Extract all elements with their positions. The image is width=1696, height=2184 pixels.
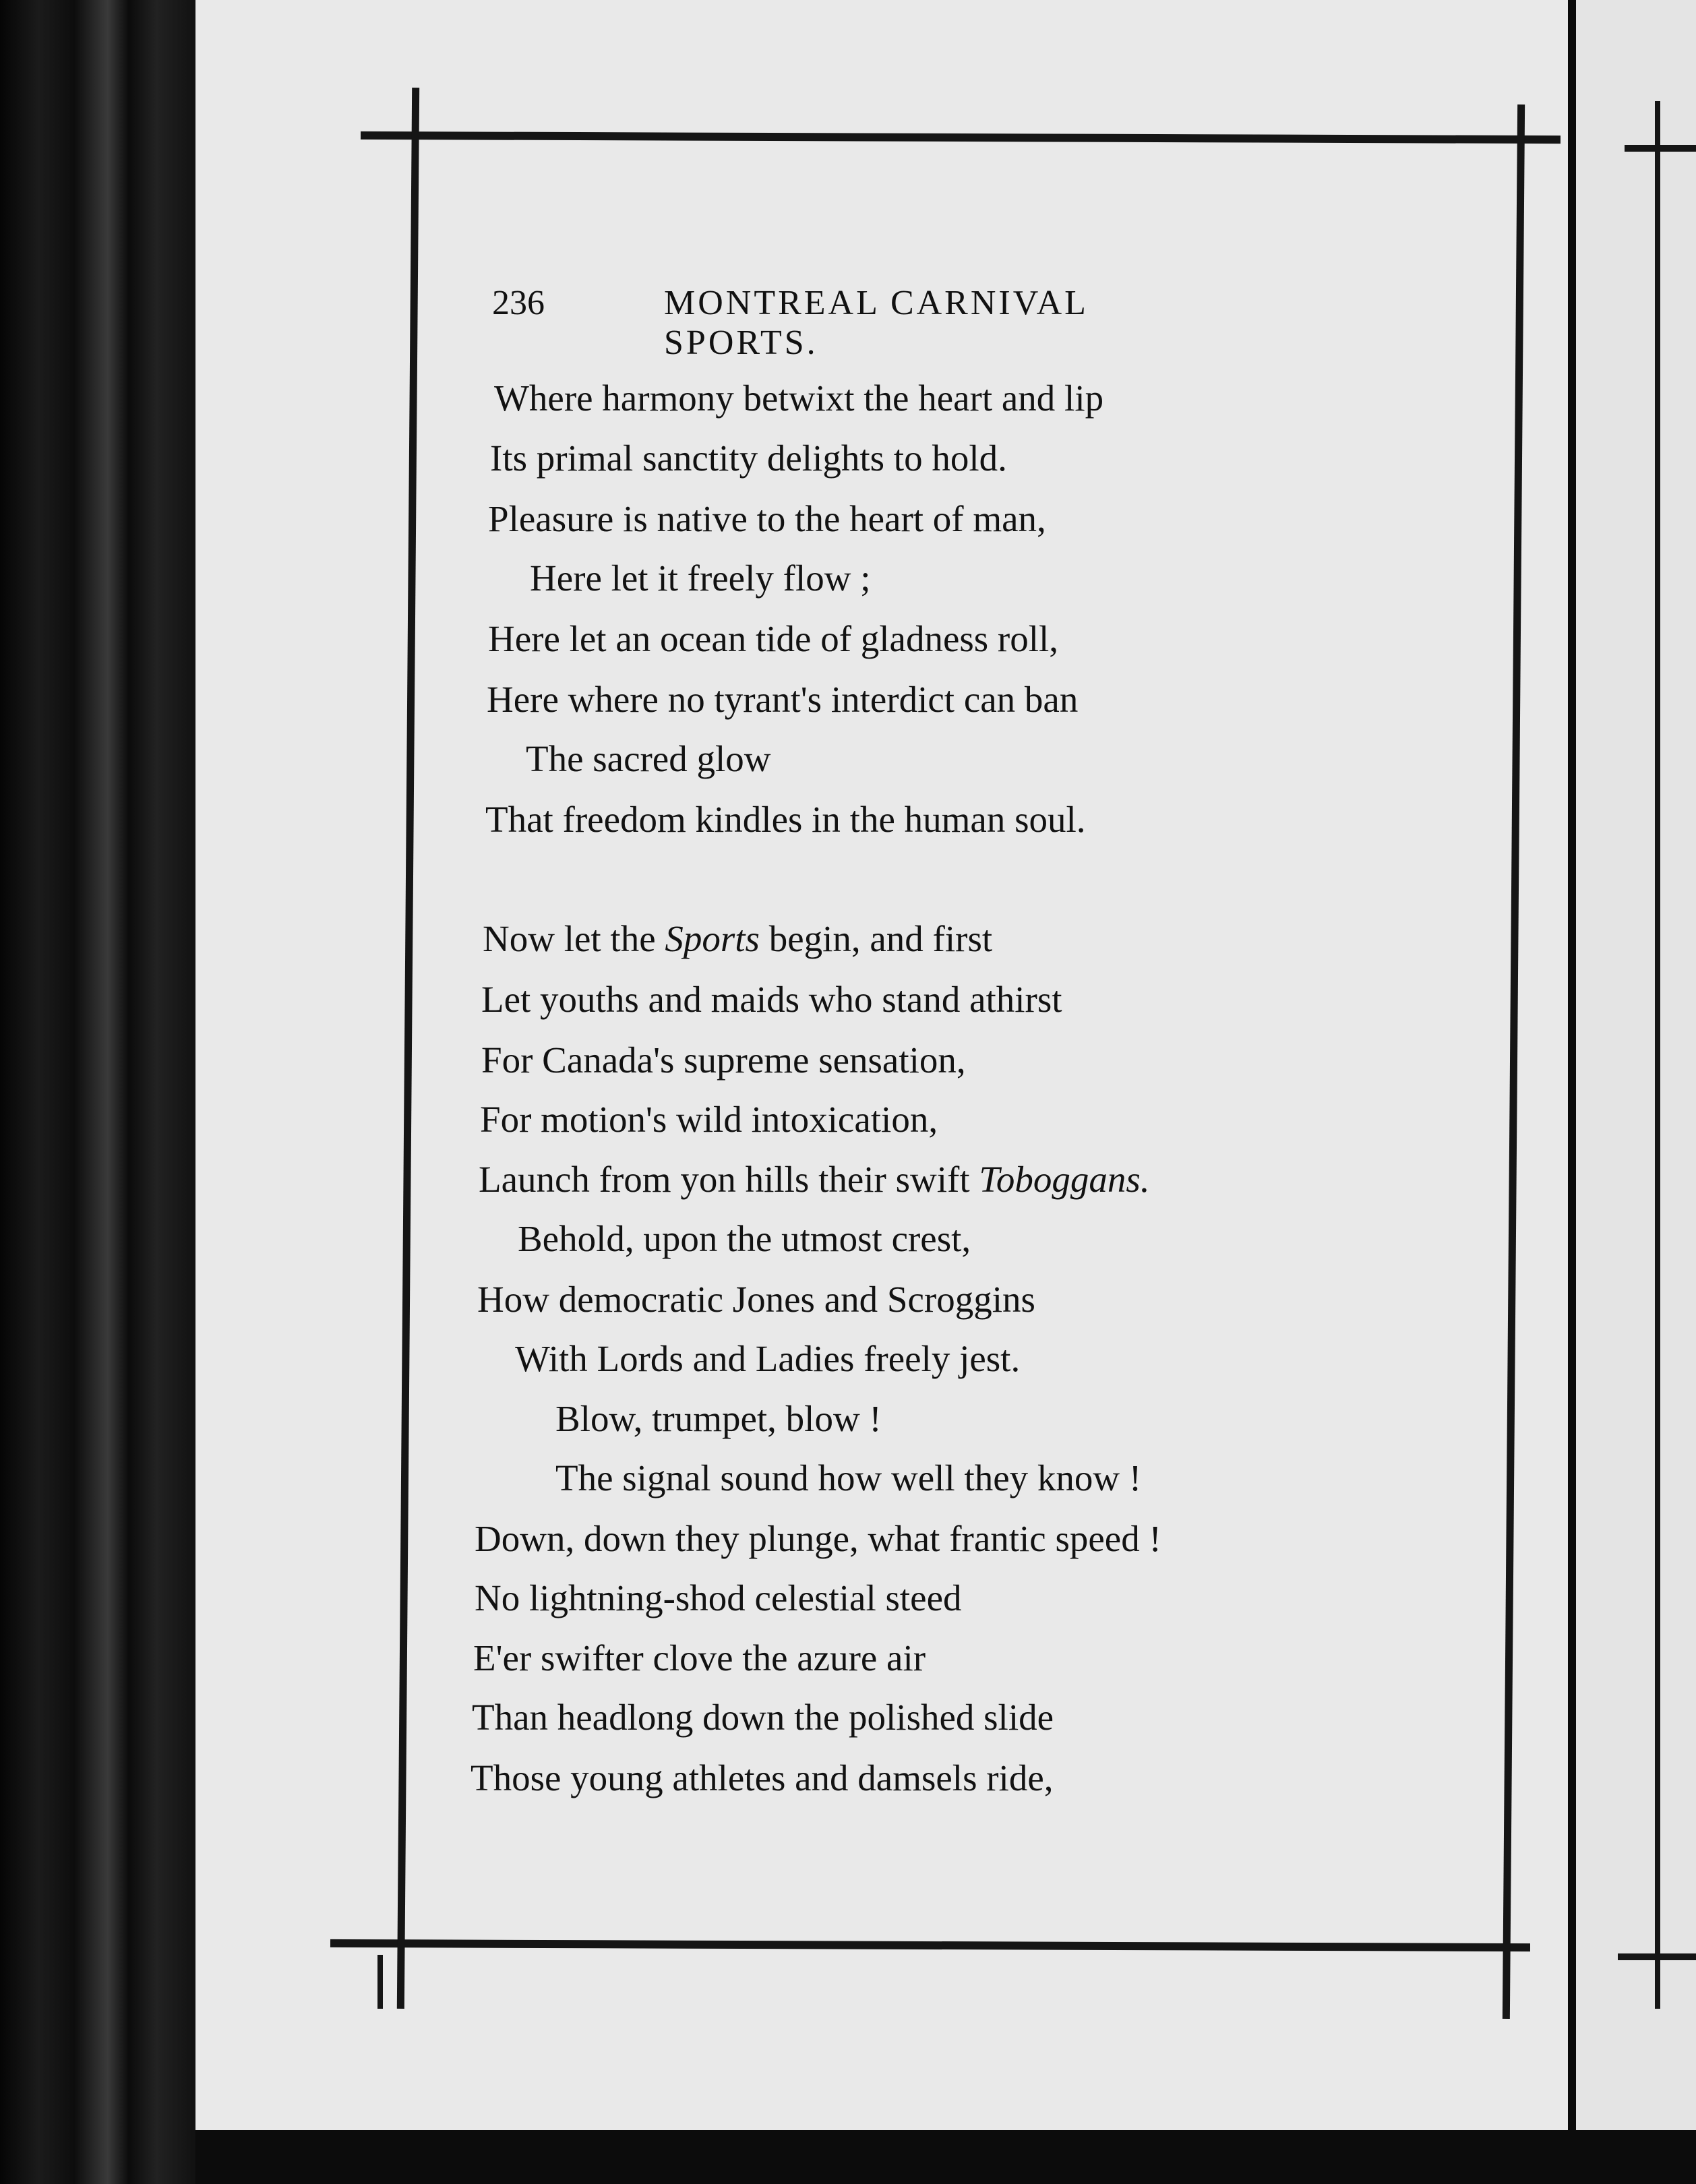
poem-line: Down, down they plunge, what frantic speed ! bbox=[475, 1518, 1161, 1559]
poem-line: E'er swifter clove the azure air bbox=[473, 1637, 926, 1678]
poem-line: Than headlong down the polished slide bbox=[472, 1697, 1054, 1738]
poem-line: For Canada's supreme sensation, bbox=[481, 1039, 966, 1081]
italic-word: Toboggans. bbox=[979, 1159, 1150, 1200]
poem-line: With Lords and Ladies freely jest. bbox=[515, 1338, 1021, 1379]
poem-line: Here let it freely flow ; bbox=[530, 557, 871, 599]
poem-line: Its primal sanctity delights to hold. bbox=[490, 437, 1007, 479]
poem-line: Pleasure is native to the heart of man, bbox=[488, 498, 1046, 539]
poem-line: The signal sound how well they know ! bbox=[555, 1457, 1142, 1498]
running-title: MONTREAL CARNIVAL SPORTS. bbox=[664, 284, 1087, 362]
poem-line: Blow, trumpet, blow ! bbox=[555, 1398, 882, 1439]
poem-line: Here where no tyrant's interdict can ban bbox=[487, 679, 1079, 720]
poem-line: Here let an ocean tide of gladness roll, bbox=[488, 618, 1059, 659]
poem-line: Launch from yon hills their swift Toboggans. bbox=[479, 1159, 1150, 1200]
page-number: 236 bbox=[492, 284, 545, 322]
poem-line: Now let the Sports begin, and first bbox=[483, 918, 993, 959]
poem-line: Let youths and maids who stand athirst bbox=[481, 979, 1062, 1020]
poem-line: Behold, upon the utmost crest, bbox=[518, 1218, 971, 1259]
poem-line: That freedom kindles in the human soul. bbox=[485, 799, 1086, 840]
poem-line: Those young athletes and damsels ride, bbox=[471, 1757, 1054, 1798]
poem-line: Where harmony betwixt the heart and lip bbox=[494, 377, 1104, 419]
poem-line: The sacred glow bbox=[526, 738, 771, 779]
italic-word: Sports bbox=[665, 918, 760, 959]
poem-line: How democratic Jones and Scroggins bbox=[477, 1279, 1035, 1320]
poem-line: For motion's wild intoxication, bbox=[480, 1099, 938, 1140]
poem-line: No lightning-shod celestial steed bbox=[475, 1577, 962, 1618]
